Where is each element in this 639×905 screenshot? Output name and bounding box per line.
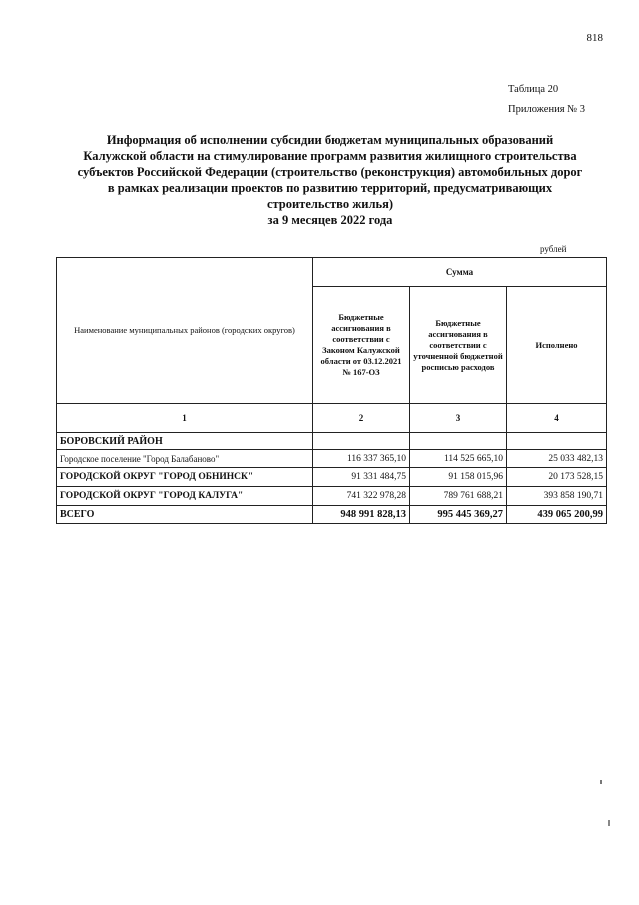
header-sum-group: Сумма xyxy=(313,258,607,287)
column-number: 4 xyxy=(507,404,607,433)
title-line: Калужской области на стимулирование программ развития жилищного строительства xyxy=(83,149,577,163)
document-title xyxy=(52,132,608,228)
table-total-row xyxy=(57,506,607,524)
total-refined-allocation: 995 445 369,27 xyxy=(410,506,507,524)
row-name: ГОРОДСКОЙ ОКРУГ "ГОРОД КАЛУГА" xyxy=(57,487,313,506)
title-line: в рамках реализации проектов по развитию территорий, предусматривающих xyxy=(107,181,553,195)
refined-allocation-value: 114 525 665,10 xyxy=(410,450,507,468)
refined-allocation-value: 789 761 688,21 xyxy=(410,487,507,506)
row-name: ГОРОДСКОЙ ОКРУГ "ГОРОД ОБНИНСК" xyxy=(57,468,313,487)
law-allocation-value: 116 337 365,10 xyxy=(313,450,410,468)
scan-speck xyxy=(608,820,610,826)
table-row xyxy=(57,450,607,468)
header-executed: Исполнено xyxy=(507,287,607,404)
column-number: 3 xyxy=(410,404,507,433)
row-name: Городское поселение "Город Балабаново" xyxy=(57,450,313,468)
header-law-allocations: Бюджетные ассигнования в соответствии с Законом Калужской области от 03.12.2021 № 167-ОЗ xyxy=(313,287,410,404)
column-number: 1 xyxy=(57,404,313,433)
header-name-column: Наименование муниципальных районов (городских округов) xyxy=(57,258,313,404)
executed-value: 25 033 482,13 xyxy=(507,450,607,468)
total-label: ВСЕГО xyxy=(57,506,313,524)
law-allocation-value: 91 331 484,75 xyxy=(313,468,410,487)
refined-allocation-value xyxy=(410,433,507,450)
total-executed: 439 065 200,99 xyxy=(507,506,607,524)
table-row xyxy=(57,487,607,506)
title-line: субъектов Российской Федерации (строительство (реконструкция) автомобильных дорог xyxy=(77,165,583,179)
table-header-row xyxy=(57,258,607,287)
column-number: 2 xyxy=(313,404,410,433)
refined-allocation-value: 91 158 015,96 xyxy=(410,468,507,487)
title-line: Информация об исполнении субсидии бюджетам муниципальных образований xyxy=(106,133,554,147)
units-label: рублей xyxy=(540,244,567,254)
table-row xyxy=(57,468,607,487)
title-line: строительство жилья) xyxy=(266,197,394,211)
executed-value xyxy=(507,433,607,450)
law-allocation-value xyxy=(313,433,410,450)
title-line: за 9 месяцев 2022 года xyxy=(267,213,393,227)
subsidy-table xyxy=(56,257,607,524)
table-row xyxy=(57,433,607,450)
appendix-reference: Приложения № 3 xyxy=(508,104,586,115)
column-number-row xyxy=(57,404,607,433)
executed-value: 20 173 528,15 xyxy=(507,468,607,487)
header-refined-allocations: Бюджетные ассигнования в соответствии с уточненной бюджетной росписью расходов xyxy=(410,287,507,404)
row-name: БОРОВСКИЙ РАЙОН xyxy=(57,433,313,450)
scan-speck xyxy=(600,780,602,784)
table-reference: Таблица 20 xyxy=(508,84,559,95)
executed-value: 393 858 190,71 xyxy=(507,487,607,506)
law-allocation-value: 741 322 978,28 xyxy=(313,487,410,506)
total-law-allocation: 948 991 828,13 xyxy=(313,506,410,524)
page-number: 818 xyxy=(586,32,603,44)
